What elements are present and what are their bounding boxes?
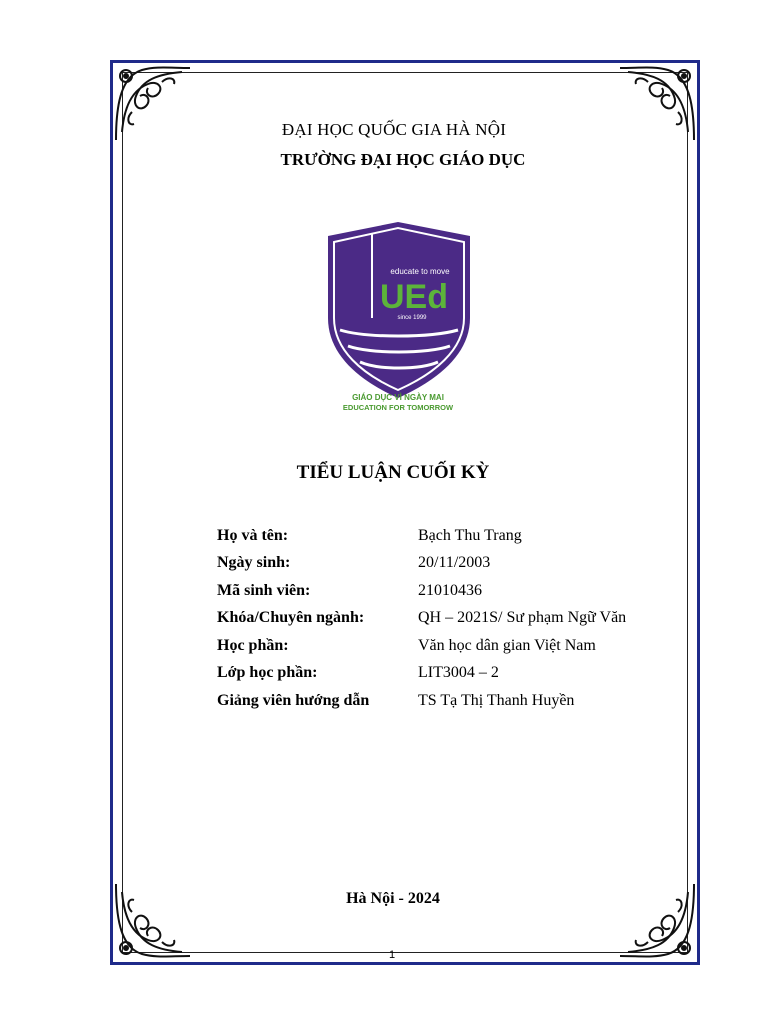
info-row — [217, 605, 626, 633]
info-value: Bạch Thu Trang — [418, 526, 522, 544]
info-row — [217, 577, 626, 605]
school-name: TRƯỜNG ĐẠI HỌC GIÁO DỤC — [280, 150, 526, 169]
info-value: QH – 2021S/ Sư phạm Ngữ Văn — [418, 609, 627, 627]
document-title: TIỂU LUẬN CUỐI KỲ — [296, 462, 490, 483]
info-label: Mã sinh viên: — [217, 581, 311, 599]
page-number: 1 — [389, 949, 396, 961]
university-name: ĐẠI HỌC QUỐC GIA HÀ NỘI — [281, 120, 507, 139]
student-info-table — [217, 522, 626, 715]
info-label: Giảng viên hướng dẫn — [217, 691, 370, 709]
info-label: Học phần: — [217, 636, 289, 654]
info-row — [217, 660, 626, 688]
info-value: TS Tạ Thị Thanh Huyền — [418, 691, 575, 709]
info-row — [217, 522, 626, 550]
logo-slogan-vi: GIÁO DỤC VÌ NGÀY MAI — [352, 393, 444, 402]
info-row — [217, 687, 626, 715]
inner-border — [122, 72, 688, 953]
info-value: LIT3004 – 2 — [418, 664, 499, 682]
info-row — [217, 550, 626, 578]
info-label: Lớp học phần: — [217, 664, 318, 682]
info-value: 20/11/2003 — [418, 554, 491, 572]
logo-tagline: educate to move — [390, 267, 450, 276]
info-label: Ngày sinh: — [217, 554, 291, 572]
logo-slogan-en: EDUCATION FOR TOMORROW — [342, 403, 454, 412]
ued-shield-logo-icon — [326, 222, 472, 418]
logo-brand: UEd — [380, 278, 448, 316]
info-value: 21010436 — [418, 581, 482, 599]
info-label: Khóa/Chuyên ngành: — [217, 609, 365, 627]
info-row — [217, 632, 626, 660]
info-value: Văn học dân gian Việt Nam — [418, 636, 596, 654]
info-label: Họ và tên: — [217, 526, 289, 544]
place-and-year: Hà Nội - 2024 — [346, 890, 440, 907]
logo-since: since 1999 — [397, 315, 427, 321]
